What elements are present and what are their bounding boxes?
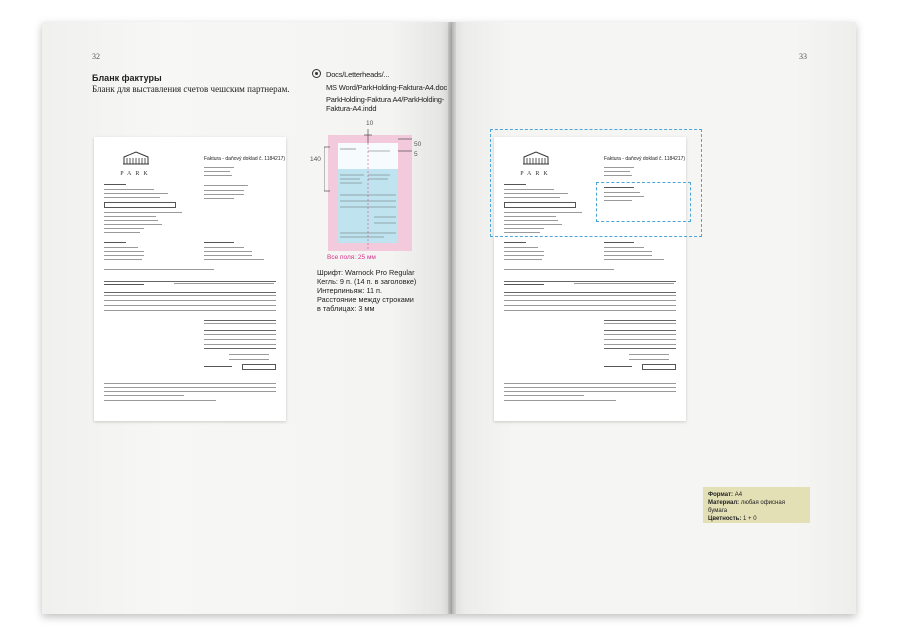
file-path-line: Docs/Letterheads/... [326,70,390,79]
section-subtitle: Бланк для выставления счетов чешским партнерам. [92,84,290,94]
spec-box [703,487,810,523]
typography-notes [317,268,427,313]
logo-text: PARK [520,171,552,177]
note-line: Расстояние между строками [317,295,414,304]
invoice-heading: Faktura - daňový doklad č. 1184217) [204,156,286,162]
invoice-heading: Faktura - daňový doklad č. 1184217) [604,156,686,162]
book-spine [448,22,456,614]
margin-label: Все поля: 25 мм [327,254,376,261]
file-path-line: Faktura-A4.indd [326,104,377,113]
margin-diagram [324,129,412,251]
dim-left: 140 [310,156,321,163]
dim-right-b: 5 [414,151,418,158]
dim-top: 10 [366,120,374,127]
spec-color: Цветность: 1 + 0 [708,516,757,522]
note-line: Кегль: 9 п. (14 п. в заголовке) [317,277,417,286]
file-path-line: MS Word/ParkHolding-Faktura-A4.doc [326,83,448,92]
building-icon [122,151,150,165]
spec-material: Материал: любая офисная бумага [708,500,785,514]
spec-format: Формат: А4 [708,492,743,498]
note-line: Шрифт: Warnock Pro Regular [317,268,415,277]
note-line: Интерлиньяж: 11 п. [317,286,383,295]
file-location-icon [312,69,321,78]
page-number-right: 33 [799,52,807,61]
note-line: в таблицах: 3 мм [317,304,375,313]
logo-text: PARK [120,171,152,177]
invoice-preview-left [94,137,286,421]
page-number-left: 32 [92,52,100,61]
address-window-guide [596,182,691,222]
file-path-line: ParkHolding-Faktura A4/ParkHolding- [326,95,445,104]
dim-right-a: 50 [414,141,422,148]
park-logo [116,151,156,177]
section-title: Бланк фактуры [92,73,162,83]
